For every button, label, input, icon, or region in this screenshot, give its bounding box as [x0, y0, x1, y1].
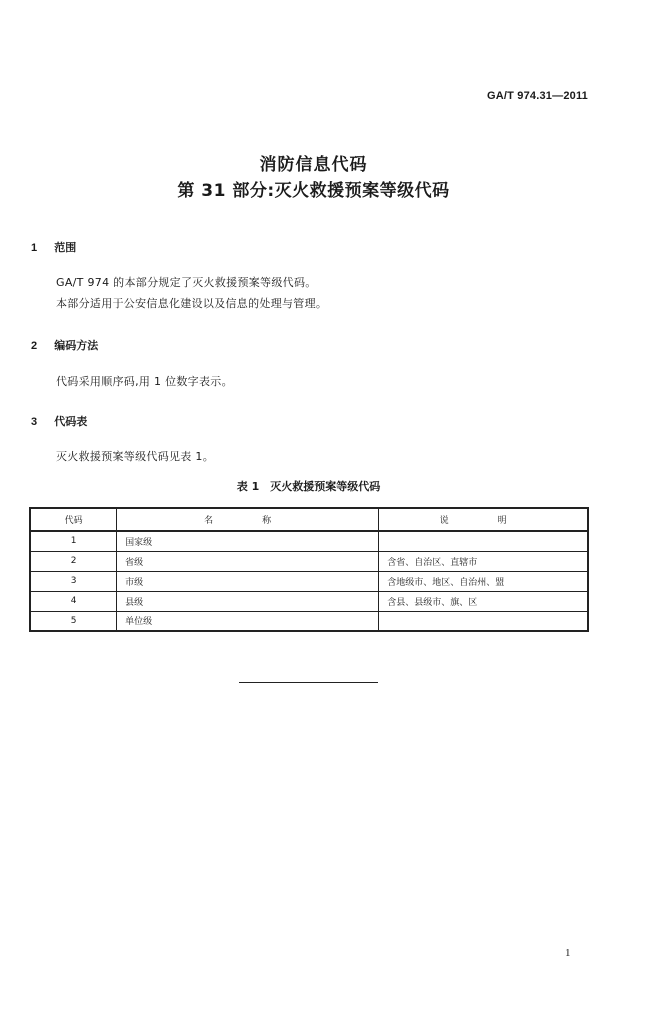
section-title: 编码方法 — [54, 339, 99, 352]
column-header-name: 名 称 — [117, 508, 379, 531]
section-1-heading — [31, 236, 76, 255]
code-cell: 4 — [30, 591, 117, 611]
column-header-code: 代码 — [30, 508, 117, 531]
code-table — [29, 507, 589, 632]
table-row — [30, 591, 588, 611]
code-cell: 2 — [30, 551, 117, 571]
document-title: 消防信息代码 — [259, 155, 368, 175]
column-header-desc: 说 明 — [379, 508, 588, 531]
section-number: 2 — [31, 340, 38, 352]
paragraph: GA/T 974 的本部分规定了灭火救援预案等级代码。 — [56, 276, 317, 289]
name-cell: 单位级 — [117, 611, 379, 631]
table-row — [30, 531, 588, 551]
section-number: 3 — [31, 416, 38, 428]
code-cell: 1 — [30, 531, 117, 551]
code-cell: 5 — [30, 611, 117, 631]
section-3-heading — [31, 410, 87, 429]
desc-cell — [379, 531, 588, 551]
table-header-row — [30, 508, 588, 531]
paragraph: 本部分适用于公安信息化建设以及信息的处理与管理。 — [56, 297, 328, 310]
name-cell: 国家级 — [117, 531, 379, 551]
page-number: 1 — [565, 947, 571, 959]
section-title: 范围 — [54, 241, 77, 254]
name-cell: 市级 — [117, 571, 379, 591]
table-caption: 表 1 灭火救援预案等级代码 — [236, 480, 381, 493]
paragraph: 代码采用顺序码,用 1 位数字表示。 — [56, 375, 233, 388]
table-row — [30, 571, 588, 591]
name-cell: 县级 — [117, 591, 379, 611]
document-subtitle: 第 31 部分:灭火救援预案等级代码 — [177, 181, 450, 201]
section-title: 代码表 — [54, 415, 88, 428]
paragraph: 灭火救援预案等级代码见表 1。 — [56, 450, 214, 463]
name-cell: 省级 — [117, 551, 379, 571]
table-row — [30, 611, 588, 631]
section-number: 1 — [31, 242, 38, 254]
desc-cell: 含县、县级市、旗、区 — [379, 591, 588, 611]
code-cell: 3 — [30, 571, 117, 591]
desc-cell: 含省、自治区、直辖市 — [379, 551, 588, 571]
section-2-heading — [31, 334, 98, 353]
table-row — [30, 551, 588, 571]
document-code: GA/T 974.31—2011 — [486, 90, 588, 102]
end-rule-divider — [239, 682, 378, 683]
desc-cell: 含地级市、地区、自治州、盟 — [379, 571, 588, 591]
desc-cell — [379, 611, 588, 631]
